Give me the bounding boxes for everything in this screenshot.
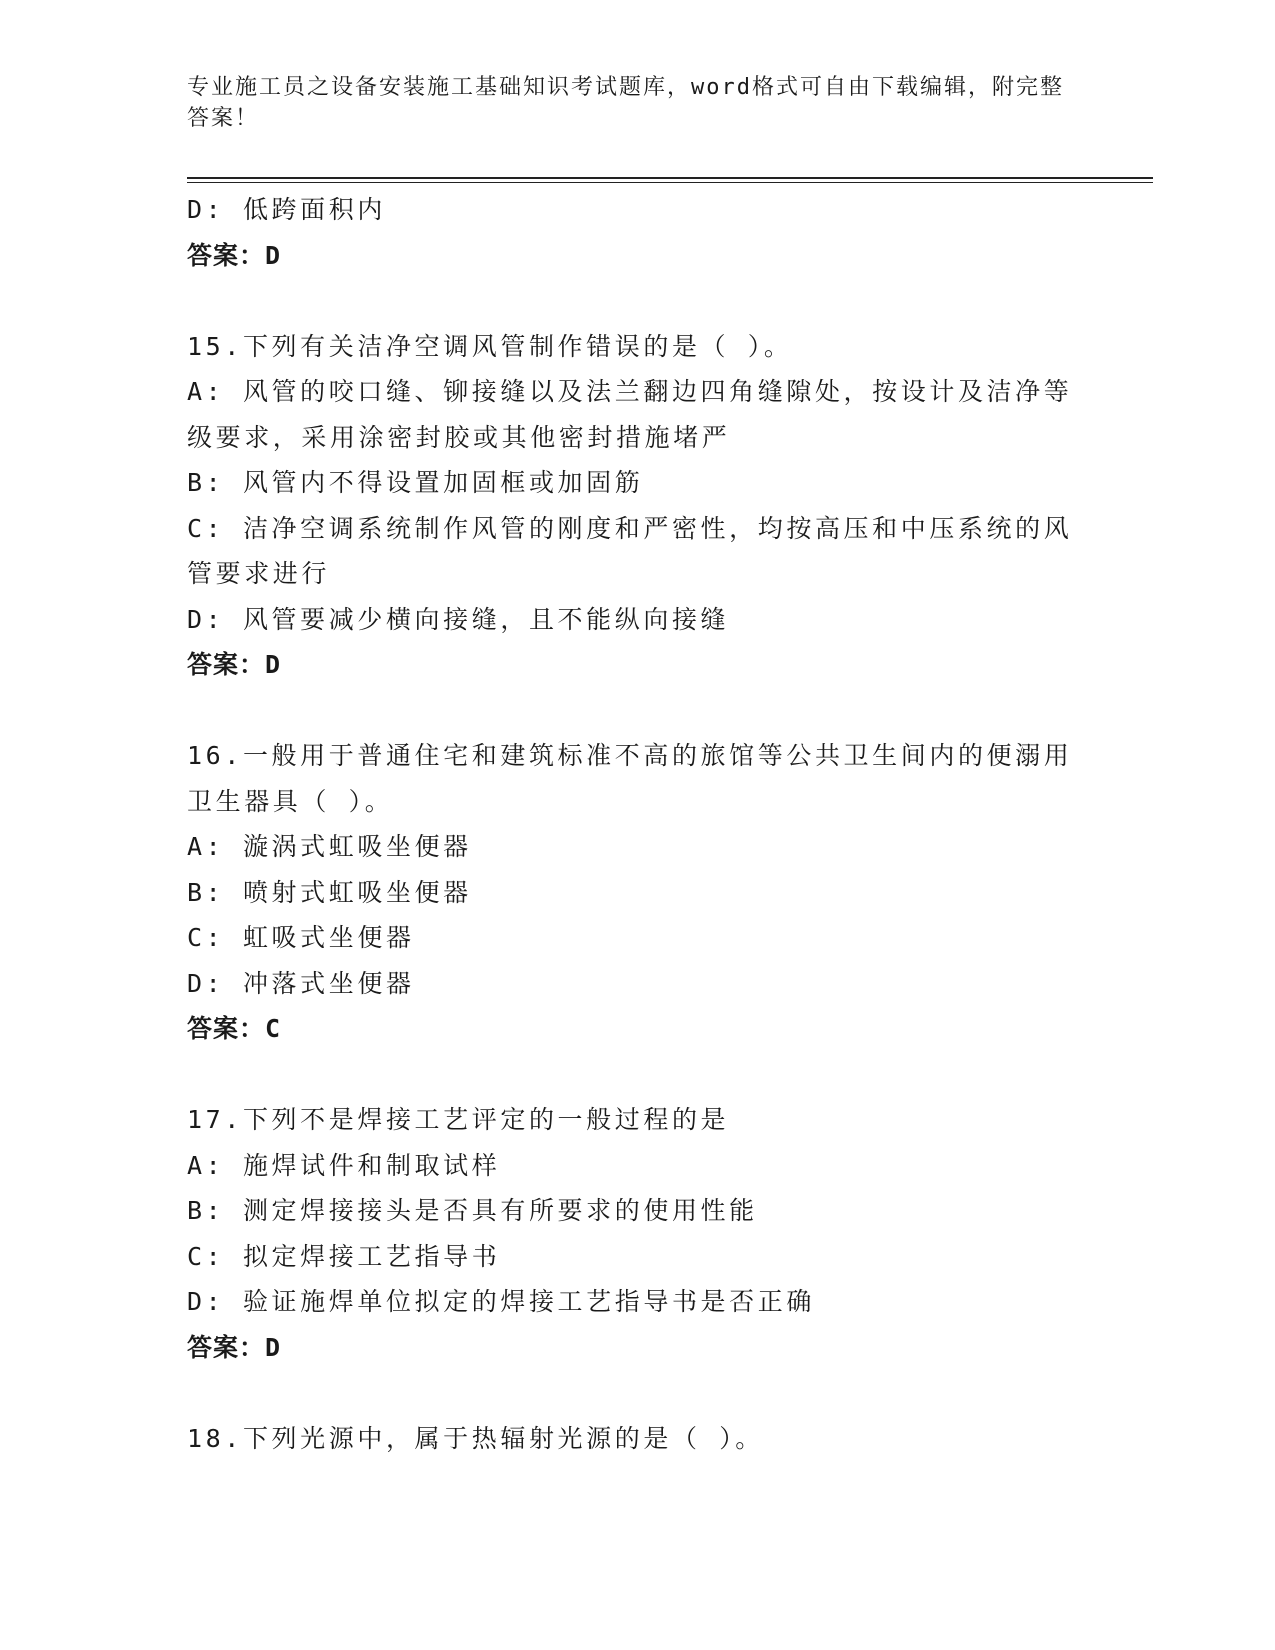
option-line: B: 测定焊接接头是否具有所要求的使用性能 — [187, 1196, 758, 1225]
block-spacer — [187, 688, 1087, 734]
question-block-18 — [187, 1416, 1087, 1462]
option-line: D: 低跨面积内 — [187, 195, 386, 224]
option-line: C: 虹吸式坐便器 — [187, 923, 415, 952]
option-line: C: 拟定焊接工艺指导书 — [187, 1241, 501, 1271]
option-line: B: 喷射式虹吸坐便器 — [187, 877, 472, 907]
header-rule-thin — [187, 182, 1153, 183]
question-stem: 卫生器具（ ）。 — [187, 786, 394, 816]
answer-line: 答案：D — [187, 240, 282, 270]
question-stem: 18.下列光源中，属于热辐射光源的是（ ）。 — [187, 1423, 764, 1453]
option-line: D: 冲落式坐便器 — [187, 968, 415, 998]
header-rule-thick — [187, 177, 1153, 179]
question-block-17 — [187, 1097, 1087, 1370]
option-line: 管要求进行 — [187, 559, 331, 588]
block-spacer — [187, 1052, 1087, 1098]
option-line: A: 漩涡式虹吸坐便器 — [187, 832, 472, 861]
question-stem: 16.一般用于普通住宅和建筑标准不高的旅馆等公共卫生间内的便溺用 — [187, 741, 1073, 770]
answer-line: 答案：D — [187, 650, 282, 679]
question-stem: 15.下列有关洁净空调风管制作错误的是（ ）。 — [187, 331, 793, 361]
option-line: 级要求，采用涂密封胶或其他密封措施堵严 — [187, 422, 731, 452]
answer-line: 答案：C — [187, 1014, 282, 1043]
option-line: A: 风管的咬口缝、铆接缝以及法兰翻边四角缝隙处，按设计及洁净等 — [187, 377, 1073, 406]
option-line: C: 洁净空调系统制作风管的刚度和严密性，均按高压和中压系统的风 — [187, 513, 1073, 543]
option-line: D: 风管要减少横向接缝，且不能纵向接缝 — [187, 604, 730, 634]
question-content — [187, 187, 1087, 1461]
block-spacer — [187, 1370, 1087, 1416]
page-header: 专业施工员之设备安装施工基础知识考试题库，word格式可自由下载编辑，附完整答案！ — [187, 75, 1064, 131]
question-stem: 17.下列不是焊接工艺评定的一般过程的是 — [187, 1105, 730, 1134]
option-line: D: 验证施焊单位拟定的焊接工艺指导书是否正确 — [187, 1287, 815, 1316]
question-block-14 — [187, 187, 1087, 278]
option-line: B: 风管内不得设置加固框或加固筋 — [187, 468, 644, 497]
option-line: A: 施焊试件和制取试样 — [187, 1150, 501, 1180]
question-block-15 — [187, 324, 1087, 688]
answer-line: 答案：D — [187, 1332, 282, 1362]
question-block-16 — [187, 733, 1087, 1052]
block-spacer — [187, 278, 1087, 324]
